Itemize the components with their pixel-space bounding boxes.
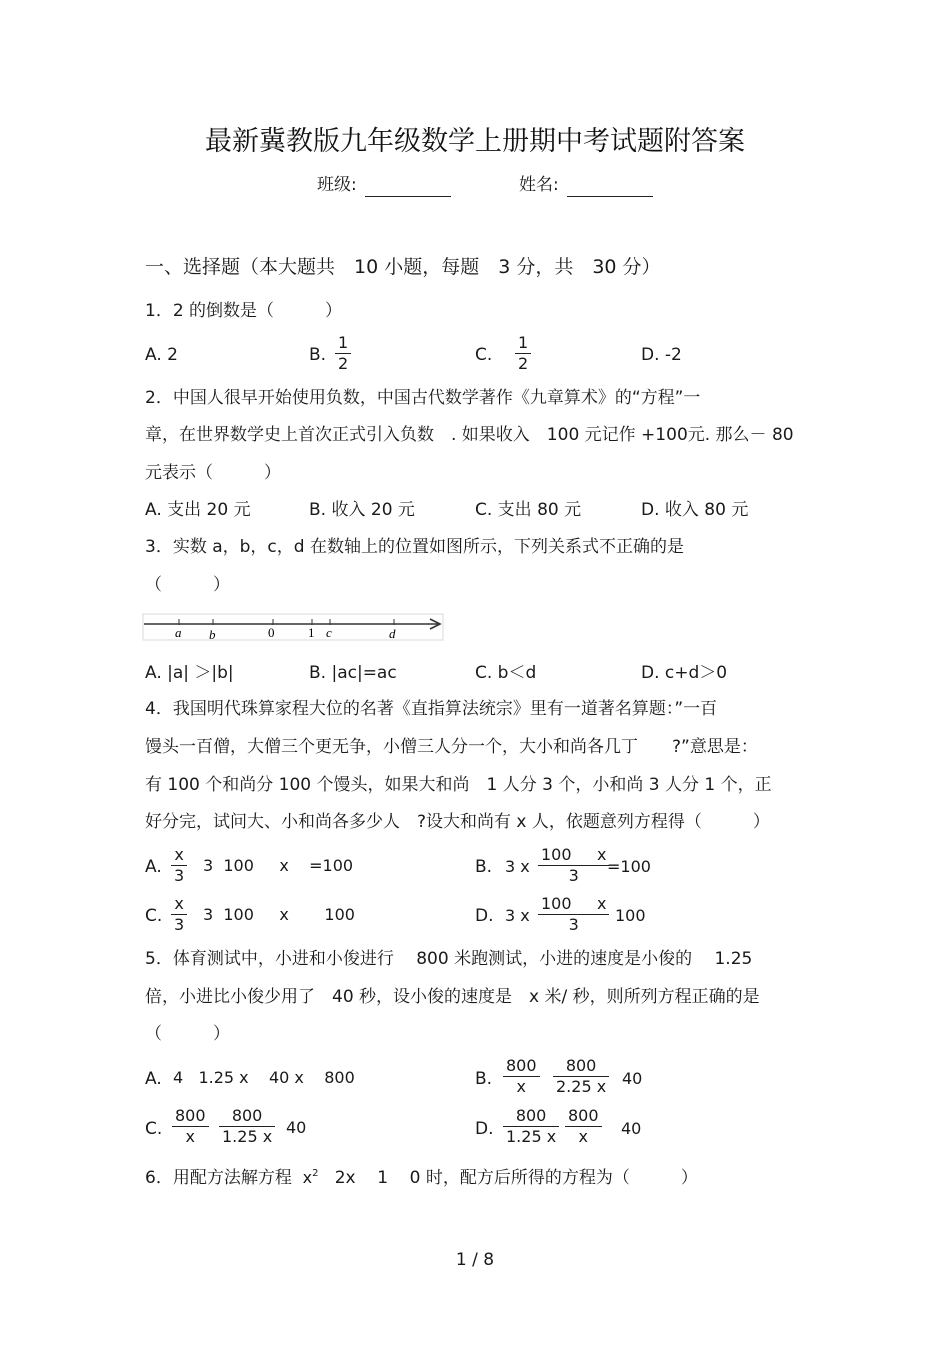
q5-option-a-rest: 4 1.25 x 40 x 800 (173, 1068, 355, 1087)
fraction-numerator: 800 (553, 1056, 609, 1077)
fraction-denominator: x (516, 1077, 526, 1096)
q2-line-3: 元表示（ ） (145, 463, 281, 483)
q5-option-c-label: C. (145, 1119, 163, 1139)
q5-option-c-rest: 40 (286, 1118, 307, 1137)
fraction-denominator: x (578, 1127, 588, 1146)
q4-line-3: 有 100 个和尚分 100 个馒头，如果大和尚 1 人分 3 个，小和尚 3 人分 1 个，正 (145, 775, 772, 795)
page-number: 1 / 8 (455, 1250, 495, 1270)
q5-option-b-rest: 40 (622, 1069, 643, 1088)
q2-option-a: A. 支出 20 元 (145, 500, 251, 520)
q3-option-c: C. b＜d (475, 663, 537, 683)
q5-option-b-label: B. (475, 1069, 493, 1089)
name-label: 姓名: (519, 175, 559, 195)
q4-option-c-rest: 3 100 x 100 (203, 905, 355, 924)
q5-option-d-rest: 40 (621, 1119, 642, 1138)
fraction-denominator: 1.25 x (506, 1127, 557, 1146)
fraction-numerator: 800 (503, 1056, 540, 1077)
q5-option-a-label: A. (145, 1069, 162, 1089)
q2-option-b: B. 收入 20 元 (309, 500, 415, 520)
q3-option-b: B. |ac|=ac (309, 663, 397, 683)
q1-option-b-label: B. (309, 345, 327, 365)
name-field (519, 173, 653, 197)
fraction-numerator: 800 (172, 1106, 209, 1127)
name-blank (567, 180, 653, 197)
q4-option-a-fraction (171, 845, 187, 886)
fraction-numerator: 800 (503, 1106, 559, 1127)
q4-option-d-rest: 100 (615, 906, 646, 925)
figure-border (143, 614, 443, 640)
q2-option-c: C. 支出 80 元 (475, 500, 582, 520)
axis-label-c: c (326, 625, 332, 640)
fraction-numerator: x (171, 845, 187, 866)
fraction-numerator: 100 x (538, 894, 609, 915)
fraction-denominator: 1.25 x (222, 1127, 273, 1146)
q4-option-d-prefix: 3 x (505, 906, 530, 925)
fraction-numerator: 800 (219, 1106, 275, 1127)
class-label: 班级: (317, 175, 357, 195)
q4-option-d-fraction (538, 894, 609, 935)
number-line-figure (142, 612, 447, 642)
q1-option-d: D. -2 (641, 345, 682, 365)
q4-line-4: 好分完，试问大、小和尚各多少人 ?设大和尚有 x 人，依题意列方程得（ ） (145, 812, 770, 832)
q5-option-d-fraction-1 (503, 1106, 559, 1147)
q5-option-d-fraction-2 (565, 1106, 602, 1147)
q1-option-c-fraction (515, 333, 531, 374)
class-blank (365, 180, 451, 197)
q5-option-b-fraction-2 (553, 1056, 609, 1097)
fraction-numerator: 100 x (538, 845, 609, 866)
q4-option-b-label: B. (475, 857, 493, 877)
q4-option-c-label: C. (145, 906, 163, 926)
q4-line-1: 4．我国明代珠算家程大位的名著《直指算法统宗》里有一道著名算题：”一百 (145, 699, 718, 719)
fraction-denominator: 3 (174, 866, 185, 885)
fraction-denominator: 3 (568, 866, 579, 885)
fraction-denominator: 3 (174, 915, 185, 934)
q5-option-c-fraction-1 (172, 1106, 209, 1147)
fraction-numerator: 800 (565, 1106, 602, 1127)
q6-equation-rest: 2x 1 0 时，配方后所得的方程为（ ） (334, 1168, 698, 1188)
q2-line-2: 章，在世界数学史上首次正式引入负数 . 如果收入 100 元记作 +100元. 那么－ 80 (145, 425, 794, 445)
q3-line-1: 3．实数 a，b，c，d 在数轴上的位置如图所示，下列关系式不正确的是 (145, 537, 684, 557)
q5-option-b-fraction-1 (503, 1056, 540, 1097)
q3-option-a: A. |a| ＞|b| (145, 663, 234, 683)
fraction-denominator: 2.25 x (556, 1077, 607, 1096)
q4-option-a-label: A. (145, 857, 162, 877)
fraction-denominator: 2 (518, 354, 529, 373)
axis-label-d: d (389, 626, 396, 641)
q4-option-d-label: D. (475, 906, 494, 926)
q1-stem: 1．2 的倒数是（ ） (145, 301, 343, 321)
q1-option-b-fraction (335, 333, 351, 374)
q3-option-d: D. c+d＞0 (641, 663, 728, 683)
q4-option-a-rest: 3 100 x =100 (203, 856, 354, 875)
fraction-denominator: x (185, 1127, 195, 1146)
q5-line-1: 5．体育测试中，小进和小俊进行 800 米跑测试，小进的速度是小俊的 1.25 (145, 949, 753, 969)
class-field (317, 173, 451, 197)
q5-line-2: 倍，小进比小俊少用了 40 秒，设小俊的速度是 x 米/ 秒，则所列方程正确的是 (145, 987, 760, 1007)
q6-prefix: 6．用配方法解方程 (145, 1168, 292, 1188)
q5-option-d-label: D. (475, 1119, 494, 1139)
axis-label-a: a (175, 625, 182, 640)
q6-equation-exponent: 2 (312, 1168, 319, 1179)
fraction-denominator: 2 (338, 354, 349, 373)
q4-line-2: 馒头一百僧，大僧三个更无争，小僧三人分一个，大小和尚各几丁 ?”意思是： (145, 737, 758, 757)
q4-option-b-fraction (538, 845, 609, 886)
fraction-denominator: 3 (568, 915, 579, 934)
q4-option-c-fraction (171, 894, 187, 935)
fraction-numerator: 1 (335, 333, 351, 354)
q5-option-c-fraction-2 (219, 1106, 275, 1147)
q1-option-c-label: C. (475, 345, 493, 365)
q1-option-a: A. 2 (145, 345, 178, 365)
q6-stem (145, 1167, 698, 1189)
q5-line-3: （ ） (145, 1024, 230, 1044)
q2-line-1: 2．中国人很早开始使用负数，中国古代数学著作《九章算术》的“方程”一 (145, 388, 701, 408)
fraction-numerator: 1 (515, 333, 531, 354)
axis-label-b: b (209, 627, 216, 642)
fraction-numerator: x (171, 894, 187, 915)
section-heading: 一、选择题（本大题共 10 小题，每题 3 分，共 30 分） (145, 256, 661, 278)
axis-label-1: 1 (308, 625, 315, 640)
axis-label-0: 0 (268, 625, 275, 640)
q6-equation-x: x (302, 1168, 313, 1187)
q3-line-2: （ ） (145, 575, 230, 595)
page-title: 最新冀教版九年级数学上册期中考试题附答案 (205, 126, 745, 157)
q2-option-d: D. 收入 80 元 (641, 500, 749, 520)
q4-option-b-prefix: 3 x (505, 857, 530, 876)
q4-option-b-rest: =100 (607, 857, 651, 876)
